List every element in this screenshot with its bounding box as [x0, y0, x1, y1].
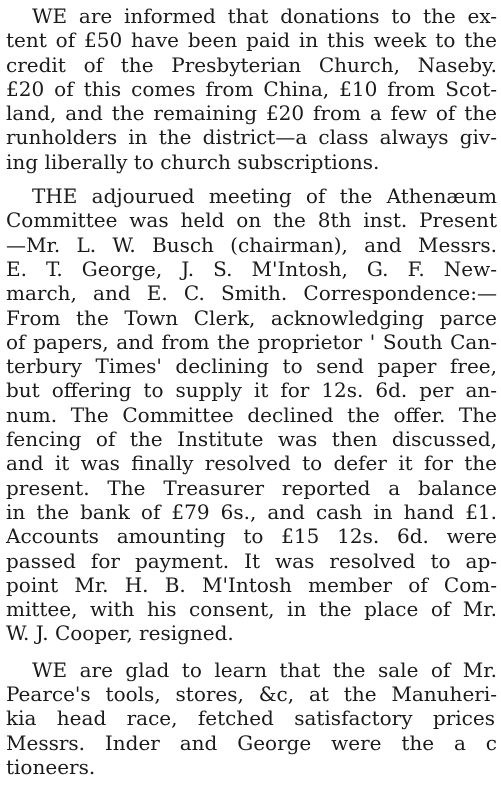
text-line: and it was finally resolved to defer it for the: [6, 451, 498, 476]
text-line: —Mr. L. W. Busch (chairman), and Messrs.: [6, 232, 497, 257]
paragraph-donations: [6, 4, 497, 174]
text-line: terbury Times' declining to send paper free,: [6, 354, 497, 379]
text-line: ing liberally to church subscriptions.: [6, 149, 380, 174]
text-line: num. The Committee declined the offer. The: [6, 402, 497, 427]
text-line: tioneers.: [6, 754, 96, 779]
text-line: E. T. George, J. S. M'Intosh, G. F. New-: [6, 256, 497, 281]
text-line: of papers, and from the proprietor ' South Can-: [6, 329, 497, 354]
text-line: WE are informed that donations to the ex-: [32, 4, 498, 28]
text-line: in the bank of £79 6s., and cash in hand £1.: [6, 499, 498, 524]
paragraph-sale: [6, 658, 497, 779]
text-line: credit of the Presbyterian Church, Naseby.: [6, 52, 498, 77]
text-line: point Mr. H. B. M'Intosh member of Com-: [6, 572, 497, 597]
text-line: passed for payment. It was resolved to ap-: [6, 548, 498, 573]
text-line: THE adjourued meeting of the Athenæum: [32, 184, 498, 209]
text-line: runholders in the district—a class always giv-: [6, 125, 497, 150]
text-line: From the Town Clerk, acknowledging parce: [6, 305, 498, 330]
text-line: Accounts amounting to £15 12s. 6d. were: [6, 524, 497, 549]
paragraph-athenaeum-meeting: [6, 184, 497, 646]
text-line: fencing of the Institute was then discussed,: [6, 427, 497, 452]
text-line: land, and the remaining £20 from a few of the: [6, 101, 497, 126]
text-line: Messrs. Inder and George were the a c: [6, 730, 497, 755]
text-line: Pearce's tools, stores, &c, at the Manuheri-: [6, 682, 497, 707]
text-line: mittee, with his consent, in the place of Mr.: [6, 597, 497, 622]
text-line: £20 of this comes from China, £10 from Scot-: [6, 76, 497, 101]
text-line: Committee was held on the 8th inst. Present: [6, 208, 497, 233]
text-line: WE are glad to learn that the sale of Mr.: [32, 657, 497, 682]
text-line: but offering to supply it for 12s. 6d. per an-: [6, 378, 498, 403]
text-line: W. J. Cooper, resigned.: [6, 621, 234, 646]
text-line: march, and E. C. Smith. Correspondence:—: [6, 281, 498, 306]
text-line: kia head race, fetched satisfactory prices: [6, 706, 495, 731]
text-line: tent of £50 have been paid in this week to the: [6, 28, 498, 53]
text-line: present. The Treasurer reported a balance: [6, 475, 497, 500]
